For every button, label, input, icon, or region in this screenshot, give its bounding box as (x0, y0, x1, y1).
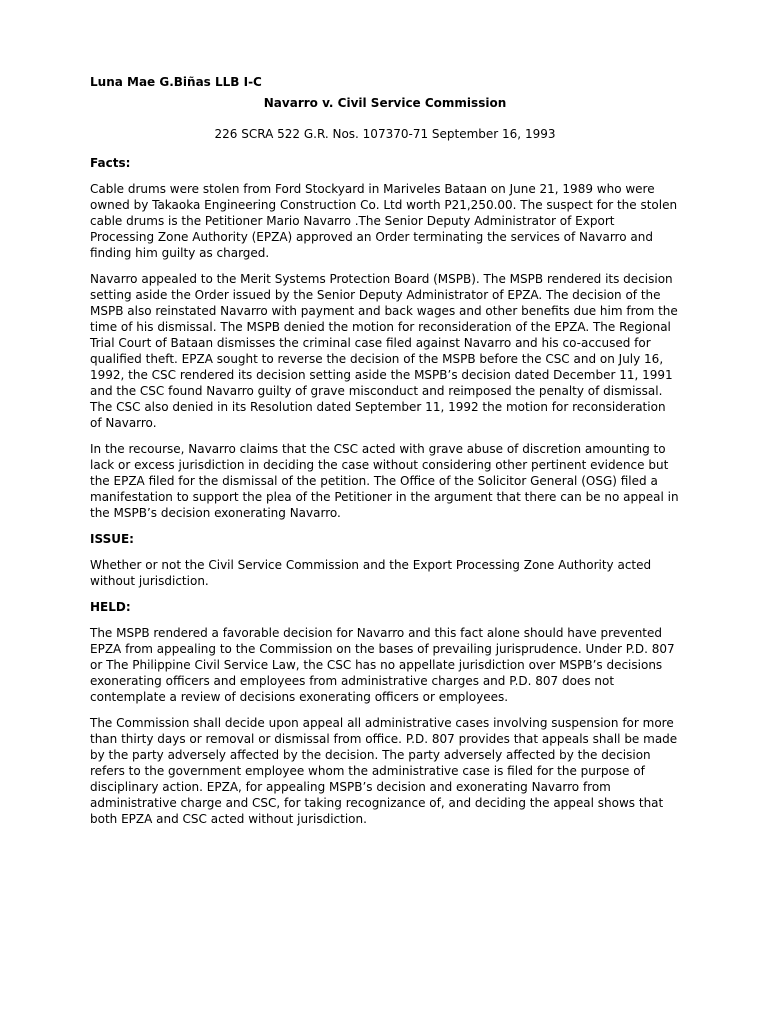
case-citation: 226 SCRA 522 G.R. Nos. 107370-71 September 16, 1993 (214, 127, 556, 141)
held-heading: HELD: (90, 600, 131, 614)
facts-heading: Facts: (90, 156, 131, 170)
document-page (90, 74, 680, 837)
author-line: Luna Mae G.Biñas LLB I-C (90, 75, 262, 89)
facts-paragraph: Navarro appealed to the Merit Systems Protection Board (MSPB). The MSPB rendered its decision setting aside the Order issued by the Senior Deputy Administrator of EPZA. The decision of the MSPB also reinstated Navarro with payment and back wages and other benefits due him from the time of his dismissal. The MSPB denied the motion for reconsideration of the EPZA. The Regional Trial Court of Bataan dismisses the criminal case filed against Navarro and his co-accused for qualified theft. EPZA sought to reverse the decision of the MSPB before the CSC and on July 16, 1992, the CSC rendered its decision setting aside the MSPB’s decision dated December 11, 1991 and the CSC found Navarro guilty of grave misconduct and reimposed the penalty of dismissal. The CSC also denied in its Resolution dated September 11, 1992 the motion for reconsideration of Navarro. (90, 272, 678, 430)
issue-heading: ISSUE: (90, 532, 134, 546)
held-paragraph: The MSPB rendered a favorable decision for Navarro and this fact alone should have prevented EPZA from appealing to the Commission on the bases of prevailing jurisprudence. Under P.D. 807 or The Philippine Civil Service Law, the CSC has no appellate jurisdiction over MSPB’s decisions exonerating officers and employees from administrative charges and P.D. 807 does not contemplate a review of decisions exonerating officers or employees. (90, 626, 675, 704)
facts-paragraph: Cable drums were stolen from Ford Stockyard in Mariveles Bataan on June 21, 1989 who were owned by Takaoka Engineering Construction Co. Ltd worth P21,250.00. The suspect for the stolen cable drums is the Petitioner Mario Navarro .The Senior Deputy Administrator of Export Processing Zone Authority (EPZA) approved an Order terminating the services of Navarro and finding him guilty as charged. (90, 182, 678, 260)
facts-paragraph: In the recourse, Navarro claims that the CSC acted with grave abuse of discretion amounting to lack or excess jurisdiction in deciding the case without considering other pertinent evidence but the EPZA filed for the dismissal of the petition. The Office of the Solicitor General (OSG) filed a manifestation to support the plea of the Petitioner in the argument that there can be no appeal in the MSPB’s decision exonerating Navarro. (90, 442, 679, 520)
issue-paragraph: Whether or not the Civil Service Commission and the Export Processing Zone Authority acted without jurisdiction. (90, 558, 652, 588)
held-paragraph: The Commission shall decide upon appeal all administrative cases involving suspension for more than thirty days or removal or dismissal from office. P.D. 807 provides that appeals shall be made by the party adversely affected by the decision. The party adversely affected by the decision refers to the government employee whom the administrative case is filed for the purpose of disciplinary action. EPZA, for appealing MSPB’s decision and exonerating Navarro from administrative charge and CSC, for taking recognizance of, and deciding the appeal shows that both EPZA and CSC acted without jurisdiction. (90, 716, 678, 826)
case-title: Navarro v. Civil Service Commission (263, 96, 507, 110)
